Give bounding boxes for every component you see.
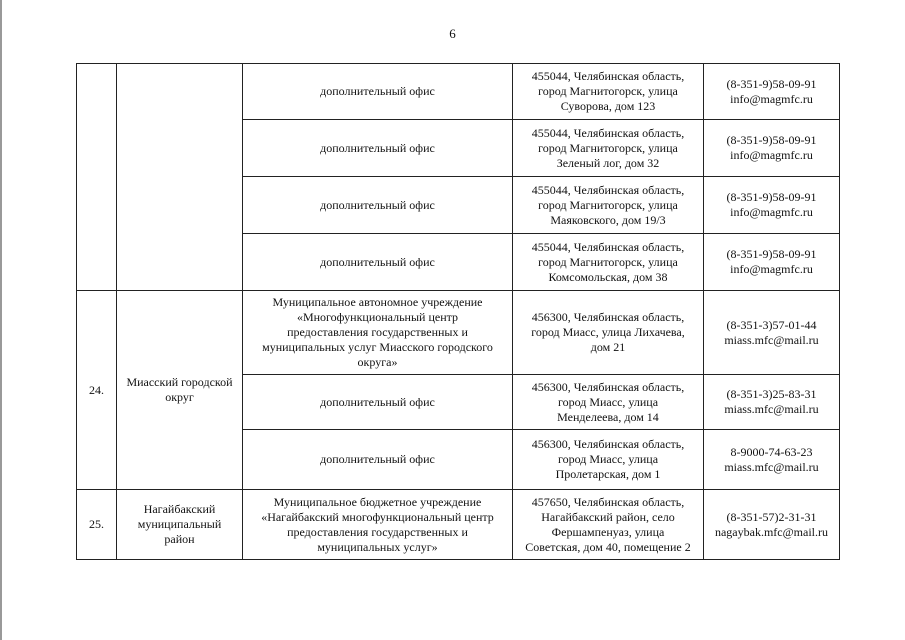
table-row xyxy=(77,490,840,560)
contacts-cell: 8-9000-74-63-23 miass.mfc@mail.ru xyxy=(704,430,840,490)
office-name-cell: Муниципальное автономное учреждение «Многофункциональный центр предоставления государственных и муниципальных услуг Миасского городского округа» xyxy=(243,291,513,375)
table-row xyxy=(77,64,840,120)
contacts-cell: (8-351-9)58-09-91 info@magmfc.ru xyxy=(704,177,840,234)
address-cell: 456300, Челябинская область, город Миасс, улица Менделеева, дом 14 xyxy=(513,375,704,430)
contacts-cell: (8-351-3)25-83-31 miass.mfc@mail.ru xyxy=(704,375,840,430)
table-row xyxy=(77,291,840,375)
address-cell: 455044, Челябинская область, город Магнитогорск, улица Зеленый лог, дом 32 xyxy=(513,120,704,177)
address-cell: 456300, Челябинская область, город Миасс, улица Пролетарская, дом 1 xyxy=(513,430,704,490)
row-number-cell: 25. xyxy=(77,490,117,560)
contacts-cell: (8-351-9)58-09-91 info@magmfc.ru xyxy=(704,234,840,291)
district-cell: Нагайбакский муниципальный район xyxy=(117,490,243,560)
mfc-offices-table xyxy=(76,63,840,560)
address-cell: 456300, Челябинская область, город Миасс, улица Лихачева, дом 21 xyxy=(513,291,704,375)
office-name-cell: дополнительный офис xyxy=(243,64,513,120)
contacts-cell: (8-351-57)2-31-31 nagaybak.mfc@mail.ru xyxy=(704,490,840,560)
address-cell: 457650, Челябинская область, Нагайбакский район, село Фершампенуаз, улица Советская, дом 40, помещение 2 xyxy=(513,490,704,560)
page-number: 6 xyxy=(449,26,456,41)
address-cell: 455044, Челябинская область, город Магнитогорск, улица Маяковского, дом 19/3 xyxy=(513,177,704,234)
office-name-cell: дополнительный офис xyxy=(243,177,513,234)
address-cell: 455044, Челябинская область, город Магнитогорск, улица Комсомольская, дом 38 xyxy=(513,234,704,291)
contacts-cell: (8-351-9)58-09-91 info@magmfc.ru xyxy=(704,120,840,177)
row-number-cell: 24. xyxy=(77,291,117,490)
contacts-cell: (8-351-9)58-09-91 info@magmfc.ru xyxy=(704,64,840,120)
scan-edge-line xyxy=(0,0,2,640)
contacts-cell: (8-351-3)57-01-44 miass.mfc@mail.ru xyxy=(704,291,840,375)
district-cell-empty xyxy=(117,64,243,291)
district-cell: Миасский городской округ xyxy=(117,291,243,490)
office-name-cell: дополнительный офис xyxy=(243,120,513,177)
office-name-cell: Муниципальное бюджетное учреждение «Нагайбакский многофункциональный центр предоставления государственных и муниципальных услуг» xyxy=(243,490,513,560)
office-name-cell: дополнительный офис xyxy=(243,375,513,430)
office-name-cell: дополнительный офис xyxy=(243,430,513,490)
row-number-cell-empty xyxy=(77,64,117,291)
address-cell: 455044, Челябинская область, город Магнитогорск, улица Суворова, дом 123 xyxy=(513,64,704,120)
office-name-cell: дополнительный офис xyxy=(243,234,513,291)
